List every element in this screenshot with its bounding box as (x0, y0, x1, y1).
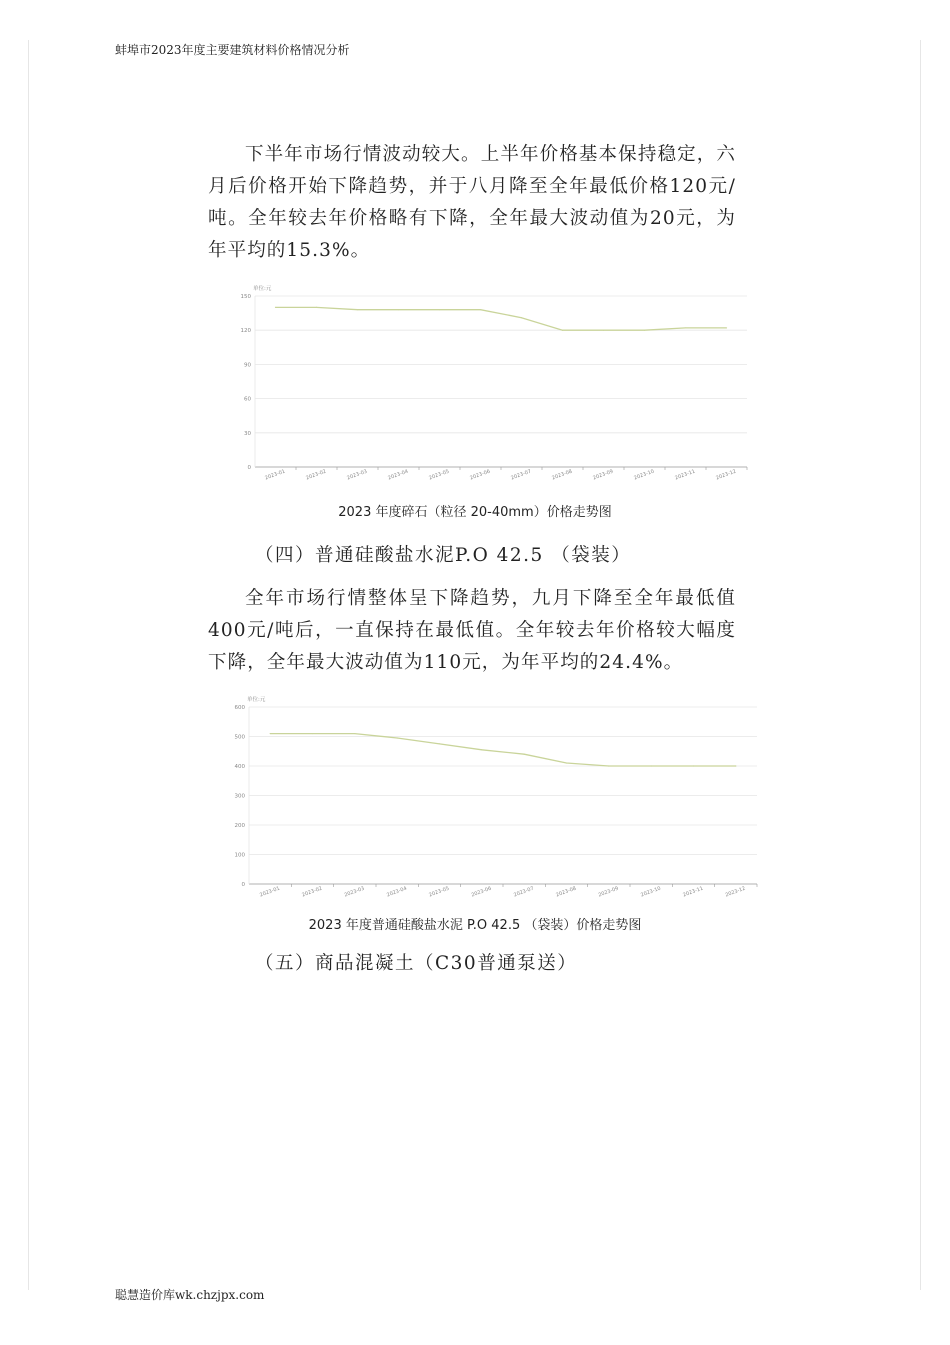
x-tick-label: 2023-07 (512, 885, 535, 898)
data-point (316, 307, 317, 308)
cement-chart-caption: 2023 年度普通硅酸盐水泥 P.O 42.5 （袋装）价格走势图 (308, 918, 642, 933)
crushed-stone-price-chart (225, 283, 760, 483)
page-footer: 聪慧造价库wk.chzjpx.com (115, 1288, 265, 1302)
data-point (685, 327, 686, 328)
data-point (651, 765, 652, 766)
x-tick-label: 2023-02 (305, 468, 328, 482)
data-point (608, 765, 609, 766)
y-tick-label: 300 (234, 793, 245, 800)
y-tick-label: 200 (234, 823, 245, 829)
y-tick-label: 600 (234, 705, 245, 711)
data-point (735, 765, 736, 766)
data-point (312, 733, 313, 734)
crushed-stone-chart-caption: 2023 年度碎石（粒径 20-40mm）价格走势图 (338, 505, 612, 520)
x-tick-label: 2023-02 (301, 885, 324, 898)
data-point (439, 309, 440, 310)
crushed-stone-paragraph: 下半年市场行情波动较大。上半年价格基本保持稳定，六月后价格开始下降趋势，并于八月降至全年最低价格120元/吨。全年较去年价格略有下降，全年最大波动值为20元，为年平均的15.3%。 (208, 144, 736, 261)
price-series-line (276, 307, 727, 330)
x-tick-label: 2023-04 (385, 885, 408, 898)
data-point (481, 749, 482, 750)
unit-label: 单位:元 (247, 697, 266, 703)
x-tick-label: 2023-04 (387, 468, 410, 482)
data-point (644, 330, 645, 331)
x-tick-label: 2023-10 (633, 468, 656, 482)
y-tick-label: 400 (234, 764, 245, 770)
y-tick-label: 90 (244, 362, 251, 369)
data-point (270, 733, 271, 734)
x-tick-label: 2023-08 (551, 468, 574, 482)
x-tick-label: 2023-09 (597, 885, 620, 898)
x-tick-label: 2023-11 (682, 885, 705, 898)
x-tick-label: 2023-01 (264, 468, 287, 482)
left-margin-line (28, 40, 29, 1290)
y-tick-label: 0 (241, 882, 245, 888)
x-tick-label: 2023-08 (555, 885, 578, 898)
x-tick-label: 2023-06 (470, 885, 493, 898)
x-tick-label: 2023-03 (343, 885, 366, 898)
y-tick-label: 120 (240, 328, 251, 335)
data-point (398, 309, 399, 310)
data-point (603, 330, 604, 331)
x-tick-label: 2023-12 (715, 468, 738, 482)
data-point (562, 330, 563, 331)
x-tick-label: 2023-12 (724, 885, 747, 898)
data-point (354, 733, 355, 734)
data-point (566, 762, 567, 763)
cement-section-heading: （四）普通硅酸盐水泥P.O 42.5 （袋装） (255, 545, 632, 566)
data-point (521, 317, 522, 318)
x-tick-label: 2023-11 (674, 468, 697, 482)
data-point (439, 743, 440, 744)
cement-price-chart (225, 693, 770, 898)
y-tick-label: 0 (247, 465, 251, 471)
data-point (275, 307, 276, 308)
data-point (397, 737, 398, 738)
data-point (524, 754, 525, 755)
unit-label: 单位:元 (253, 286, 272, 292)
x-tick-label: 2023-06 (469, 468, 492, 482)
page-header: 蚌埠市2023年度主要建筑材料价格情况分析 (115, 43, 350, 57)
data-point (693, 765, 694, 766)
price-series-line (270, 734, 736, 766)
data-point (357, 309, 358, 310)
y-tick-label: 100 (234, 852, 245, 859)
y-tick-label: 500 (234, 734, 245, 741)
x-tick-label: 2023-07 (510, 468, 533, 482)
x-tick-label: 2023-05 (428, 885, 451, 898)
x-tick-label: 2023-01 (258, 885, 281, 898)
right-margin-line (920, 40, 921, 1290)
data-point (726, 327, 727, 328)
y-tick-label: 60 (244, 396, 251, 403)
cement-paragraph: 全年市场行情整体呈下降趋势，九月下降至全年最低值400元/吨后，一直保持在最低值。全年较去年价格较大幅度下降，全年最大波动值为110元，为年平均的24.4%。 (208, 588, 736, 673)
x-tick-label: 2023-10 (639, 885, 662, 898)
x-tick-label: 2023-05 (428, 468, 451, 482)
y-tick-label: 150 (240, 294, 251, 300)
data-point (480, 309, 481, 310)
y-tick-label: 30 (244, 430, 251, 437)
x-tick-label: 2023-09 (592, 468, 615, 482)
concrete-section-heading: （五）商品混凝土（C30普通泵送） (255, 953, 578, 974)
x-tick-label: 2023-03 (346, 468, 369, 482)
